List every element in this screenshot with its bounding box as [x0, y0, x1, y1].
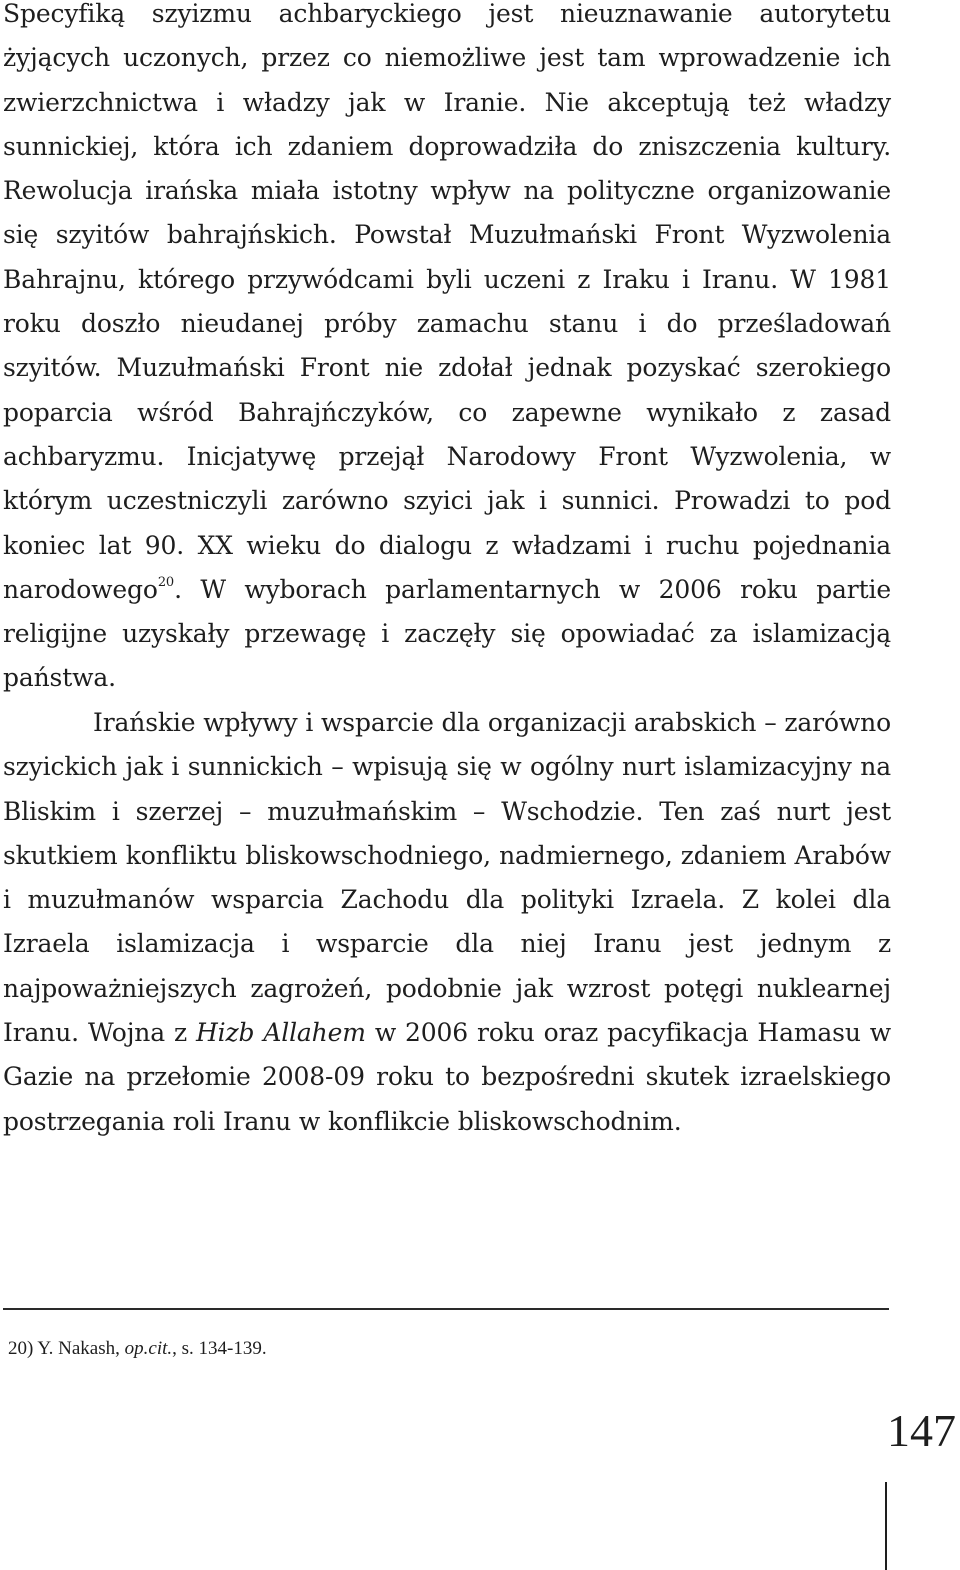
paragraph-2-italic-term: Hizb Allahem — [195, 1018, 366, 1048]
paragraph-2-text-a: Irańskie wpływy i wsparcie dla organizacji arabskich – zarówno szyickich jak i sunnickich – wpisują się w ogólny nurt islamizacyjny na Bliskim i szerzej – muzułmańskim – Wschodzie. Ten zaś nurt jest skutkiem konfliktu bliskowschodniego, nadmiernego, zdaniem Arabów i muzułmanów wsparcia Zachodu dla polityki Izraela. Z kolei dla Izraela islamizacja i wsparcie dla niej Iranu jest jednym z najpoważniejszych zagrożeń, podobnie jak wzrost potęgi nuklearnej Iranu. Wojna z — [3, 708, 891, 1048]
footnote — [8, 1337, 267, 1361]
paragraph-1-text-a: Specyfiką szyizmu achbaryckiego jest nieuznawanie autorytetu żyjących uczonych, przez co niemożliwe jest tam wprowadzenie ich zwierzchnictwa i władzy jak w Iranie. Nie akceptują też władzy sunnickiej, która ich zdaniem doprowadziła do zniszczenia kultury. Rewolucja irańska miała istotny wpływ na polityczne organizowanie się szyitów bahrajńskich. Powstał Muzułmański Front Wyzwolenia Bahrajnu, którego przywódcami byli uczeni z Iraku i Iranu. W 1981 roku doszło nieudanej próby zamachu stanu i do prześladowań szyitów. Muzułmański Front nie zdołał jednak pozyskać szerokiego poparcia wśród Bahrajńczyków, co zapewne wynikało z zasad achbaryzmu. Inicjatywę przejął Narodowy Front Wyzwolenia, w którym uczestniczyli zarówno szyici jak i sunnici. Prowadzi to pod koniec lat 90. XX wieku do dialogu z władzami i ruchu pojednania narodowego — [3, 0, 891, 604]
paragraph-2-text-b: w 2006 roku oraz pacyfikacja Hamasu w Gazie na przełomie 2008-09 roku to bezpośredni skutek izraelskiego postrzegania roli Iranu w konflikcie bliskowschodnim. — [3, 1018, 892, 1136]
footnote-italic: op.cit. — [124, 1338, 173, 1359]
body-paragraph-2 — [3, 701, 891, 1144]
footnote-divider — [3, 1308, 889, 1310]
paragraph-1-text-b: . W wyborach parlamentarnych w 2006 roku partie religijne uzyskały przewagę i zaczęły się opowiadać za islamizacją państwa. — [3, 574, 891, 693]
page-number: 147 — [887, 1405, 956, 1456]
footnote-reference: 20 — [157, 574, 175, 590]
footnote-prefix: 20) Y. Nakash, — [8, 1338, 125, 1359]
footnote-suffix: , s. 134-139. — [172, 1338, 267, 1359]
body-paragraph-1 — [3, 0, 891, 701]
margin-vertical-rule — [885, 1482, 887, 1570]
